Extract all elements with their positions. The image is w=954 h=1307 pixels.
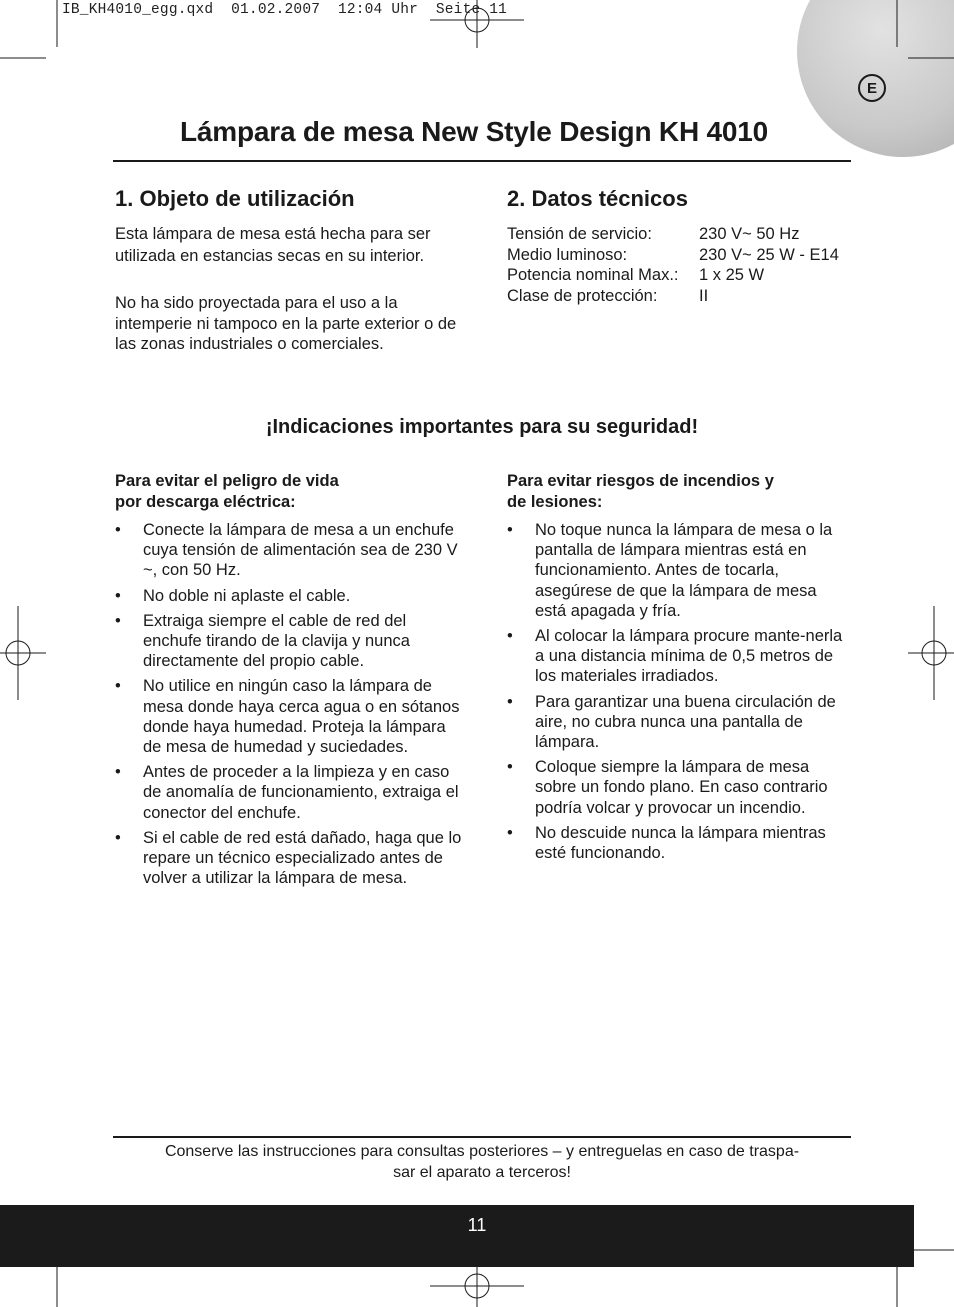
list-item: • No doble ni aplaste el cable. <box>115 586 351 605</box>
list-item: • Al colocar la lámpara procure mante-nerla a una distancia mínima de 0,5 metros de los materiales irradiados. <box>507 627 843 686</box>
list-item: • Coloque siempre la lámpara de mesa sobre un fondo plano. En caso contrario podría volcar y provocar un incendio. <box>507 758 828 817</box>
footer-rule <box>113 1136 851 1138</box>
section-heading-specs: 2. Datos técnicos <box>507 186 688 211</box>
list-item: • Conecte la lámpara de mesa a un enchufe cuya tensión de alimentación sea de 230 V ~, con 50 Hz. <box>115 521 458 580</box>
bullet-dot: • <box>115 586 121 605</box>
bullet-dot: • <box>507 758 513 777</box>
spec-label: Potencia nominal Max.: <box>507 266 679 284</box>
safety-list-fire <box>507 520 852 868</box>
safety-subheading-fire: Para evitar riesgos de incendios y de lesiones: <box>507 472 774 511</box>
list-item: • No descuide nunca la lámpara mientras esté funcionando. <box>507 823 826 863</box>
bullet-dot: • <box>115 521 121 539</box>
list-item: • Extraiga siempre el cable de red del enchufe tirando de la clavija y nunca directamente del propio cable. <box>115 611 410 671</box>
bullet-dot: • <box>115 611 121 630</box>
page-title: Lámpara de mesa New Style Design KH 4010 <box>180 116 769 147</box>
title-rule <box>113 160 851 162</box>
list-item: • Para garantizar una buena circulación de aire, no cubra nunca una pantalla de lámpara. <box>507 692 836 752</box>
usage-paragraph-2: No ha sido proyectada para el uso a la intemperie ni tampoco en la parte exterior o de las zonas industriales o comerciales. <box>115 294 457 353</box>
language-badge: E <box>858 74 886 102</box>
section-heading-usage: 1. Objeto de utilización <box>115 186 355 211</box>
spec-value: 1 x 25 W <box>699 266 765 284</box>
safety-list-electric <box>115 520 465 893</box>
spec-value: II <box>699 286 709 305</box>
spec-value: 230 V~ 25 W - E14 <box>699 245 839 264</box>
spec-label: Tensión de servicio: <box>507 225 652 243</box>
list-item: • No toque nunca la lámpara de mesa o la pantalla de lámpara mientras está en funcionamiento. Antes de tocarla, asegúrese de que la lámpara de mesa está apagada y fría. <box>507 521 833 620</box>
spec-value: 230 V~ 50 Hz <box>699 225 800 243</box>
list-item: • Si el cable de red está dañado, haga que lo repare un técnico especializado antes de volver a utilizar la lámpara de mesa. <box>115 828 462 888</box>
bullet-dot: • <box>115 763 121 782</box>
spec-label: Medio luminoso: <box>507 245 628 264</box>
safety-subheading-electric: Para evitar el peligro de vida por descarga eléctrica: <box>115 472 339 511</box>
footer-note: Conserve las instrucciones para consultas posteriores – y entreguelas en caso de traspa- sar el aparato a terceros! <box>164 1143 800 1181</box>
page-number: 11 <box>467 1215 487 1235</box>
bullet-dot: • <box>115 828 121 847</box>
bullet-dot: • <box>507 627 513 646</box>
bullet-dot: • <box>507 521 513 539</box>
spec-label: Clase de protección: <box>507 286 658 305</box>
usage-paragraph-1: Esta lámpara de mesa está hecha para ser utilizada en estancias secas en su interior. <box>115 225 431 265</box>
safety-heading: ¡Indicaciones importantes para su seguridad! <box>265 416 699 438</box>
file-slug: IB_KH4010_egg.qxd 01.02.2007 12:04 Uhr Seite 11 <box>62 2 508 18</box>
bullet-dot: • <box>115 677 121 696</box>
list-item: • No utilice en ningún caso la lámpara de mesa donde haya cerca agua o en sótanos donde haya humedad. Proteja la lámpara de mesa de humedad y suciedades. <box>115 677 460 757</box>
list-item: • Antes de proceder a la limpieza y en caso de anomalía de funcionamiento, extraiga el conector del enchufe. <box>115 763 459 822</box>
bullet-dot: • <box>507 823 513 842</box>
bullet-dot: • <box>507 692 513 711</box>
